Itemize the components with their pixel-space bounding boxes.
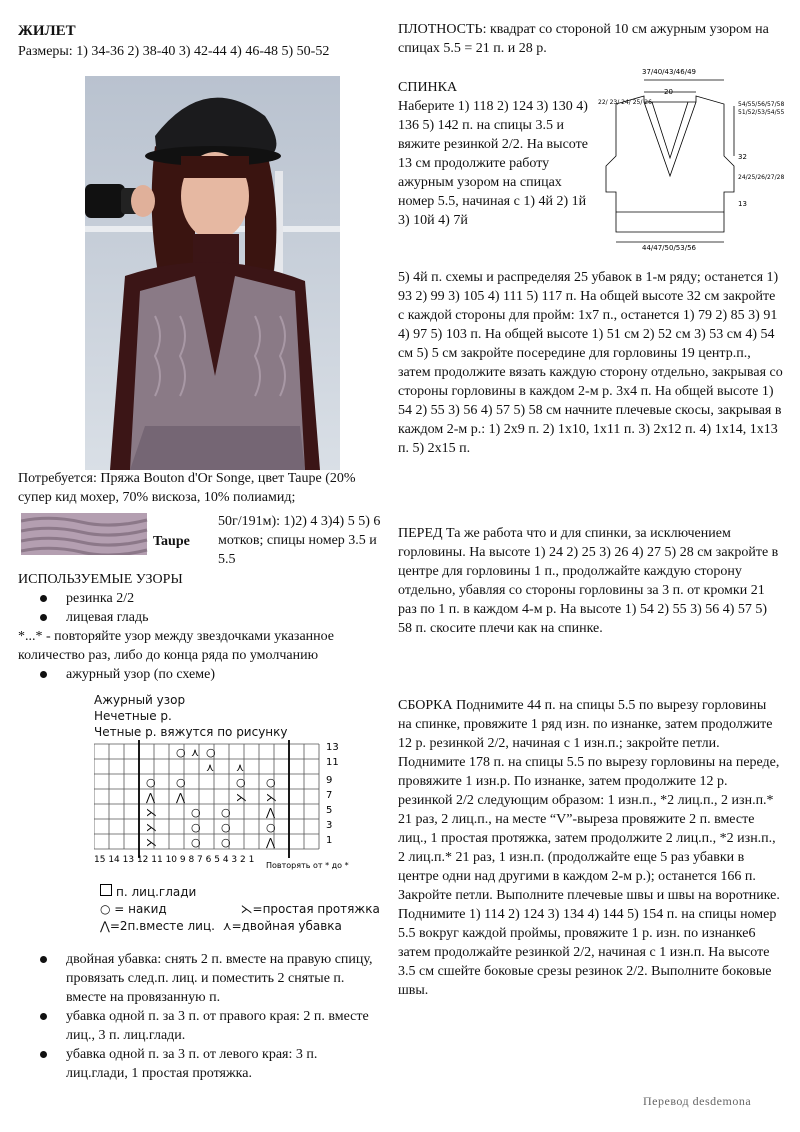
list-item: убавка одной п. за 3 п. от правого края: 2 п. вместе лиц., 3 п. лиц.глади. bbox=[66, 1007, 380, 1045]
svg-text:⋋: ⋋ bbox=[236, 791, 247, 804]
schematic-rib: 13 bbox=[738, 200, 747, 208]
svg-text:⋀: ⋀ bbox=[266, 806, 276, 819]
assembly-text: СБОРКА Поднимите 44 п. на спицы 5.5 по вырезу горловины на спинке, провяжите 1 ряд изн. по изнанке, затем продолжите 12 р. резинкой 2/2, начиная с 1 изн.п.; закройте петли. Поднимите 178 п. на спицы 5.5 по вырезу горловины на переде, провяжите 1 изн.р. По изнанке, затем продолжите 12 р. резинкой 2/2 следующим образом: 1 изн.п., *2 лиц.п., 2 изн.п.* 21 раз, 2 лиц.п., на месте “V”-выреза провяжите 2 п. вместе лиц., 1 простая протяжка, затем продолжите 2 лиц.п., *2 изн.п., 2 лиц.п.* 21 раз, 1 изн.п. (продолжайте еще 5 раз убавки в центре одни над другими в каждом 2-м р.); останется 166 п. Закройте петли. Выполните плечевые швы и швы на воротнике. Поднимите 1) 114 2) 124 3) 134 4) 144 5) 154 п. на спицы номер 5.5 вокруг каждой проймы, провяжите 1 р. изн. по изнанке6 затем продолжайте резинкой 2/2, начиная с 1 изн.п. На высоте 3.5 см сшейте боковые срезы резинок 2/2. Выполните боковые швы. bbox=[398, 698, 780, 998]
svg-text:○: ○ bbox=[221, 836, 231, 849]
chart-odd-rows: Нечетные р. bbox=[94, 709, 172, 723]
chart-row-number: 1 bbox=[326, 835, 333, 846]
svg-text:○: ○ bbox=[191, 821, 201, 834]
swatch-label: Taupe bbox=[153, 534, 190, 549]
svg-text:○: ○ bbox=[191, 836, 201, 849]
svg-text:⋀: ⋀ bbox=[266, 836, 276, 849]
svg-text:○: ○ bbox=[206, 746, 216, 759]
patterns-section bbox=[18, 570, 380, 684]
svg-text:○: ○ bbox=[221, 806, 231, 819]
svg-text:⋋: ⋋ bbox=[146, 836, 157, 849]
chart-row-number: 5 bbox=[326, 805, 333, 816]
chart-even-rows: Четные р. вяжутся по рисунку bbox=[94, 725, 288, 739]
list-item: резинка 2/2 bbox=[66, 589, 380, 608]
list-item: убавка одной п. за 3 п. от левого края: 3 п. лиц.глади, 1 простая протяжка. bbox=[66, 1045, 380, 1083]
lace-chart bbox=[86, 690, 386, 948]
back-text-narrow: Наберите 1) 118 2) 124 3) 130 4) 136 5) 142 п. на спицы 3.5 и вяжите резинкой 2/2. На высоте 13 см продолжите работу ажурным узором на спицах номер 5.5, начиная с 1) 4й 2) 1й 3) 10й 4) 7й bbox=[398, 99, 588, 228]
schematic-armhole: 32 bbox=[738, 153, 747, 161]
schematic-right-a: 54/55/56/57/58 bbox=[738, 101, 785, 108]
yarn-swatch-image bbox=[21, 513, 161, 555]
chart-row-number: 7 bbox=[326, 790, 333, 801]
chart-row-number: 13 bbox=[326, 742, 339, 753]
svg-text:⋋: ⋋ bbox=[146, 821, 157, 834]
legend-item: двойная убавка bbox=[241, 919, 342, 933]
schematic-left-labels: 22/ 23/ 24/ 25/ 26 bbox=[598, 99, 652, 106]
schematic-top: 37/40/43/46/49 bbox=[642, 68, 696, 76]
svg-text:○: ○ bbox=[221, 821, 231, 834]
svg-text:○: ○ bbox=[266, 821, 276, 834]
svg-text:⋏: ⋏ bbox=[191, 746, 200, 759]
svg-text:⋋: ⋋ bbox=[266, 791, 277, 804]
svg-text:○: ○ bbox=[236, 776, 246, 789]
svg-text:⋋: ⋋ bbox=[146, 806, 157, 819]
chart-column-numbers: 15 14 13 12 11 10 9 8 7 6 5 4 3 2 1 bbox=[94, 855, 255, 865]
chart-row-number: 11 bbox=[326, 757, 339, 768]
page-title: ЖИЛЕТ bbox=[18, 23, 76, 39]
list-item: двойная убавка: снять 2 п. вместе на правую спицу, провязать след.п. лиц. и поместить 2 снятые п. вместе на провязанную п. bbox=[66, 950, 380, 1007]
svg-text:○: ○ bbox=[176, 776, 186, 789]
legend-item: п. лиц.глади bbox=[116, 885, 197, 899]
schematic-side: 24/25/26/27/28 bbox=[738, 174, 785, 181]
svg-text:⋀: ⋀ bbox=[146, 791, 156, 804]
front-text: ПЕРЕД Та же работа что и для спинки, за исключением горловины. На высоте 1) 24 2) 25 3) 26 4) 27 5) 28 см закройте в центре для горловины 1 п., продолжайте каждую сторону отдельно, убавляя со стороны горловины за 3 п. от кромки 21 раз по 1 п. в каждом 4-м р. На высоте 1) 54 2) 55 3) 56 4) 57 5) 58 п. скосите плечи как на спинке. bbox=[398, 526, 779, 636]
svg-text:○: ○ bbox=[191, 806, 201, 819]
list-item: ажурный узор (по схеме) bbox=[66, 665, 380, 684]
patterns-list bbox=[18, 589, 380, 627]
patterns-title: ИСПОЛЬЗУЕМЫЕ УЗОРЫ bbox=[18, 572, 183, 587]
translation-credit: Перевод desdemona bbox=[643, 1094, 752, 1108]
density-text: ПЛОТНОСТЬ: квадрат со стороной 10 см ажурным узором на спицах 5.5 = 21 п. и 28 р. bbox=[398, 22, 769, 56]
svg-text:⋏: ⋏ bbox=[206, 761, 215, 774]
sizes-text: Размеры: 1) 34-36 2) 38-40 3) 42-44 4) 46-48 5) 50-52 bbox=[18, 44, 330, 59]
repeat-note: *...* - повторяйте узор между звездочками указанное количество раз, либо до конца ряда по умолчанию bbox=[18, 629, 335, 663]
materials-text-continued: 50г/191м): 1)2) 4 3)4) 5 5) 6 мотков; спицы номер 3.5 и 5.5 bbox=[218, 514, 381, 567]
materials-text: Потребуется: Пряжа Bouton d'Or Songe, цвет Taupe (20% супер кид мохер, 70% вискоза, 10% полиамид; bbox=[18, 471, 356, 505]
svg-text:○: ○ bbox=[266, 776, 276, 789]
svg-text:○: ○ bbox=[146, 776, 156, 789]
chart-repeat-note: Повторять от * до * bbox=[266, 861, 349, 870]
chart-grid bbox=[94, 740, 364, 870]
lace-list bbox=[18, 665, 380, 684]
model-photo bbox=[85, 76, 340, 470]
vest-schematic bbox=[596, 66, 796, 258]
svg-text:⋏: ⋏ bbox=[236, 761, 245, 774]
schematic-right-b: 51/52/53/54/55 bbox=[738, 109, 785, 116]
chart-row-number: 3 bbox=[326, 820, 333, 831]
legend-item: накид bbox=[128, 902, 167, 916]
legend-item: =простая протяжка bbox=[252, 902, 380, 916]
chart-legend: п. лиц.глади ○ = накид ⋋=простая протяжка ⋀=2п.вместе лиц. ⋏=двойная убавка bbox=[100, 885, 380, 933]
back-section-title: СПИНКА bbox=[398, 80, 458, 95]
svg-text:⋀: ⋀ bbox=[176, 791, 186, 804]
list-item: лицевая гладь bbox=[66, 608, 380, 627]
schematic-neck: 20 bbox=[664, 88, 673, 96]
chart-title: Ажурный узор bbox=[94, 693, 186, 707]
chart-row-number: 9 bbox=[326, 775, 333, 786]
notes-section bbox=[18, 950, 380, 1083]
back-text: 5) 4й п. схемы и распределяя 25 убавок в 1-м ряду; останется 1) 93 2) 99 3) 105 4) 111 5) 117 п. На общей высоте 32 см закройте с каждой стороны для пройм: 1x7 п., останется 1) 79 2) 85 3) 91 4) 97 5) 103 п. На общей высоте 1) 51 см 2) 52 см 3) 53 см 4) 54 см 5) 5 см закройте посередине для горловины 19 центр.п., затем продолжите вязать каждую сторону отдельно, закрывая со стороны горловины в каждом 2-м р. 3x4 п. На общей высоте 1) 54 2) 55 3) 56 4) 57 5) 58 см начните плечевые скосы, закрывая в каждом 2-м р.: 1) 2x9 п. 2) 1x10, 1x11 п. 3) 2x12 п. 4) 1x14, 1x13 п. 5) 2x15 п. bbox=[398, 270, 783, 456]
legend-item: 2п.вместе лиц. bbox=[119, 919, 215, 933]
schematic-bottom: 44/47/50/53/56 bbox=[642, 244, 696, 252]
svg-text:○: ○ bbox=[176, 746, 186, 759]
